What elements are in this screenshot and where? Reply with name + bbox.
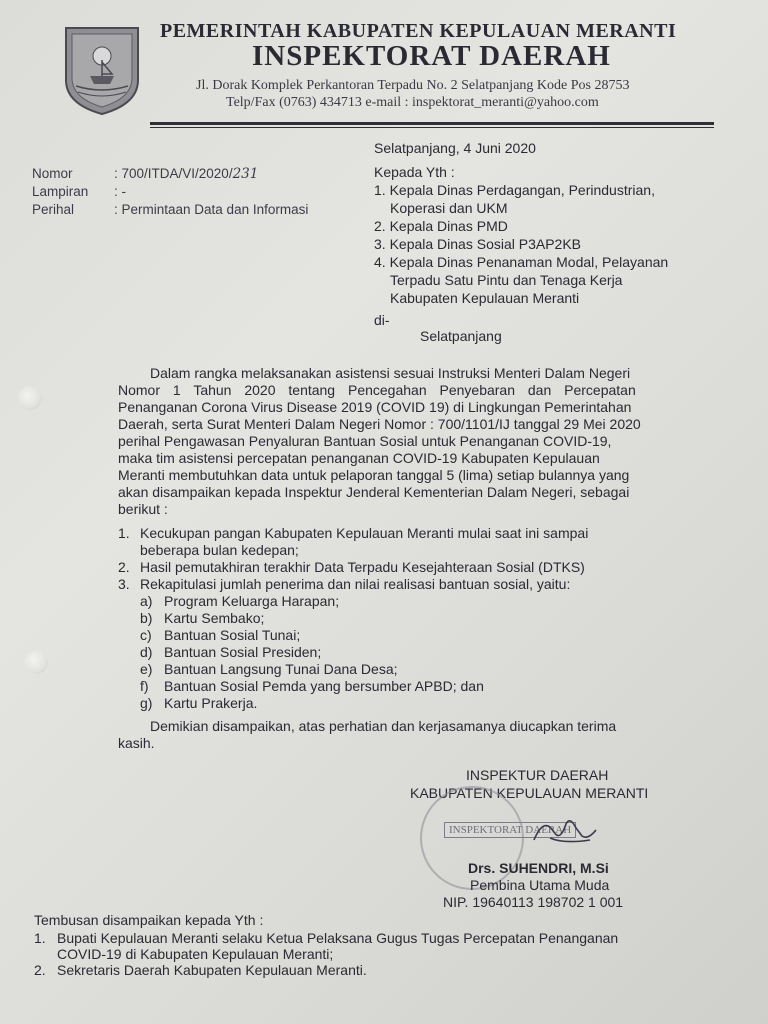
paragraph-line: Daerah, serta Surat Menteri Dalam Negeri Nomor : 700/1101/IJ tanggal 29 Mei 2020 — [118, 416, 641, 432]
government-heading: PEMERINTAH KABUPATEN KEPULAUAN MERANTI — [160, 20, 677, 42]
paragraph-line: Dalam rangka melaksanakan asistensi sesuai Instruksi Menteri Dalam Negeri — [150, 365, 631, 381]
paragraph-line: akan disampaikan kepada Inspektur Jenderal Kementerian Dalam Negeri, sebagai — [118, 484, 630, 500]
sublist-item: Program Keluarga Harapan; — [164, 593, 340, 609]
sublist-item: Kartu Prakerja. — [164, 695, 258, 711]
signer-title: INSPEKTUR DAERAH — [466, 767, 609, 783]
sublist-letter: d) — [140, 644, 153, 660]
list-item: beberapa bulan kedepan; — [140, 542, 299, 558]
nomor-handwritten: 231 — [232, 166, 259, 182]
signer-rank: Pembina Utama Muda — [470, 877, 610, 893]
sublist-item: Bantuan Sosial Pemda yang bersumber APBD; dan — [164, 678, 484, 694]
list-number: 2. — [118, 559, 130, 575]
office-heading: INSPEKTORAT DAERAH — [252, 40, 611, 72]
signer-nip: NIP. 19640113 198702 1 001 — [443, 894, 624, 910]
paragraph-line: perihal Pengawasan Penyaluran Bantuan Sosial untuk Penanganan COVID-19, — [118, 433, 612, 449]
cc-number: 1. — [34, 930, 46, 946]
sublist-item: Bantuan Langsung Tunai Dana Desa; — [164, 661, 398, 677]
sublist-item: Kartu Sembako; — [164, 610, 265, 626]
nomor-value: : 700/ITDA/VI/2020/231 — [114, 166, 259, 182]
cc-item: Bupati Kepulauan Meranti selaku Ketua Pelaksana Gugus Tugas Percepatan Penanganan — [57, 930, 619, 946]
paragraph-line: maka tim asistensi percepatan penanganan COVID-19 Kabupaten Kepulauan — [118, 450, 600, 466]
regency-emblem-icon — [60, 22, 144, 118]
paragraph-line: Meranti membutuhkan data untuk pelaporan tanggal 5 (lima) setiap bulannya yang — [118, 467, 630, 483]
sublist-item: Bantuan Sosial Tunai; — [164, 627, 301, 643]
perihal-label: Perihal — [32, 202, 75, 217]
punch-hole — [18, 386, 42, 410]
recipient-line: 2. Kepala Dinas PMD — [374, 218, 508, 234]
punch-hole — [24, 650, 48, 674]
paragraph-line: berikut : — [118, 501, 168, 517]
address-line: Jl. Dorak Komplek Perkantoran Terpadu No. 2 Selatpanjang Kode Pos 28753 — [196, 78, 630, 93]
letter-date: Selatpanjang, 4 Juni 2020 — [374, 140, 536, 156]
signer-name: Drs. SUHENDRI, M.Si — [468, 860, 609, 876]
sublist-item: Bantuan Sosial Presiden; — [164, 644, 322, 660]
signer-office: KABUPATEN KEPULAUAN MERANTI — [410, 785, 649, 801]
recipient-line: Koperasi dan UKM — [390, 200, 508, 216]
recipient-line: Kabupaten Kepulauan Meranti — [390, 290, 580, 306]
list-item: Hasil pemutakhiran terakhir Data Terpadu Kesejahteraan Sosial (DTKS) — [140, 559, 585, 575]
recipient-line: 1. Kepala Dinas Perdagangan, Perindustrian, — [374, 182, 655, 198]
paragraph-line: Nomor 1 Tahun 2020 tentang Pencegahan Penyebaran dan Percepatan — [118, 382, 636, 398]
sublist-letter: e) — [140, 661, 153, 677]
cc-number: 2. — [34, 962, 46, 978]
lampiran-label: Lampiran — [32, 184, 89, 199]
sublist-letter: b) — [140, 610, 153, 626]
recipient-di: di- — [374, 312, 390, 328]
nomor-label: Nomor — [32, 166, 73, 181]
list-number: 3. — [118, 576, 130, 592]
lampiran-value: : - — [114, 184, 126, 199]
stamp-label: INSPEKTORAT DAERAH — [444, 822, 576, 838]
cc-item: COVID-19 di Kabupaten Kepulauan Meranti; — [57, 946, 334, 962]
cc-heading: Tembusan disampaikan kepada Yth : — [34, 912, 264, 928]
list-number: 1. — [118, 525, 130, 541]
perihal-value: : Permintaan Data dan Informasi — [114, 202, 309, 217]
recipient-line: Terpadu Satu Pintu dan Tenaga Kerja — [390, 272, 623, 288]
list-item: Rekapitulasi jumlah penerima dan nilai realisasi bantuan sosial, yaitu: — [140, 576, 571, 592]
handwritten-signature-icon — [530, 810, 600, 850]
sublist-letter: a) — [140, 593, 153, 609]
recipient-line: 3. Kepala Dinas Sosial P3AP2KB — [374, 236, 582, 252]
header-divider-thick — [150, 122, 714, 125]
list-item: Kecukupan pangan Kabupaten Kepulauan Meranti mulai saat ini sampai — [140, 525, 589, 541]
recipient-place: Selatpanjang — [420, 328, 502, 344]
closing-line: kasih. — [118, 735, 155, 751]
sublist-letter: c) — [140, 627, 152, 643]
sublist-letter: f) — [140, 678, 149, 694]
recipients-heading: Kepada Yth : — [374, 164, 455, 180]
header-divider-thin — [150, 127, 714, 128]
cc-item: Sekretaris Daerah Kabupaten Kepulauan Meranti. — [57, 962, 367, 978]
paragraph-line: Penanganan Corona Virus Disease 2019 (COVID 19) di Lingkungan Pemerintahan — [118, 399, 632, 415]
recipient-line: 4. Kepala Dinas Penanaman Modal, Pelayanan — [374, 254, 669, 270]
closing-line: Demikian disampaikan, atas perhatian dan kerjasamanya diucapkan terima — [150, 718, 617, 734]
sublist-letter: g) — [140, 695, 153, 711]
contact-line: Telp/Fax (0763) 434713 e-mail : inspektorat_meranti@yahoo.com — [226, 95, 599, 110]
